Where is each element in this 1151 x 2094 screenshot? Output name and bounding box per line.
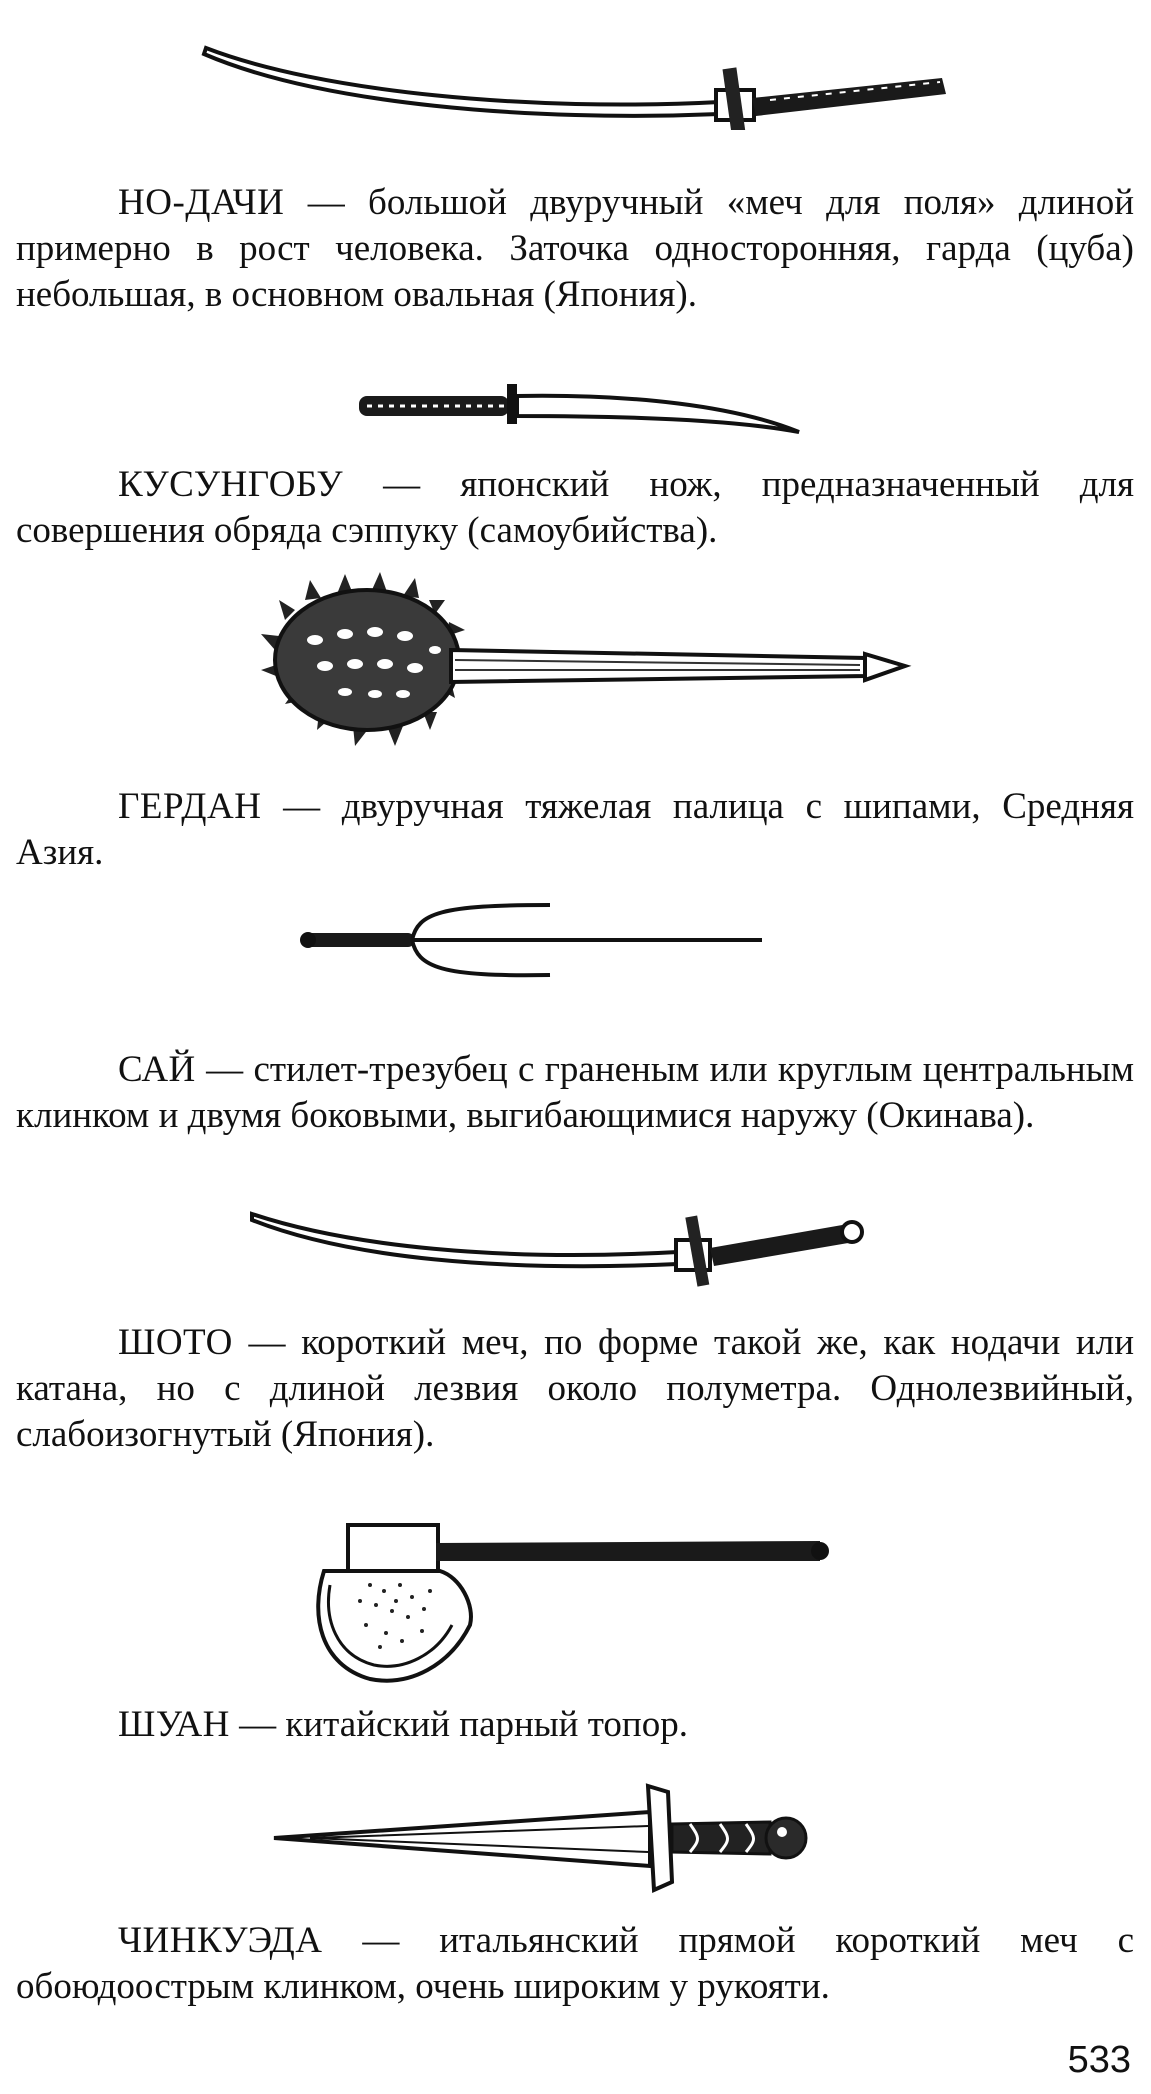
entry-gerdan: ГЕРДАН — двуручная тяжелая палица с шипами, Средняя Азия. bbox=[16, 786, 1134, 873]
entry-shoto: ШОТО — короткий меч, по форме такой же, как нодачи или катана, но с длиной лезвия около полуметра. Однолезвийный, слабоизогнутый (Япония). bbox=[16, 1322, 1134, 1455]
entry-cinquedea: ЧИНКУЭДА — итальянский прямой короткий меч с обоюдоострым клинком, очень широким у рукояти. bbox=[16, 1920, 1135, 2007]
page-number: 533 bbox=[1067, 2039, 1131, 2081]
shuan-axe-icon bbox=[300, 1515, 830, 1685]
sai-trident-icon bbox=[300, 895, 770, 985]
entry-definition: двуручная тяжелая палица с шипами, Средняя Азия. bbox=[16, 786, 1134, 873]
entry-nodachi: НО-ДАЧИ — большой двуручный «меч для поля» длиной примерно в рост человека. Заточка односторонняя, гарда (цуба) небольшая, в основном овальная (Япония). bbox=[16, 182, 1134, 315]
gerdan-mace-icon bbox=[255, 570, 915, 750]
entry-term: ШУАН bbox=[118, 1704, 230, 1745]
entry-sai: САЙ — стилет-трезубец с граненым или круглым центральным клинком и двумя боковыми, выгибающимися наружу (Окинава). bbox=[16, 1049, 1135, 1136]
entry-term: САЙ bbox=[118, 1049, 196, 1090]
entry-term: ГЕРДАН bbox=[118, 786, 262, 827]
entry-term: НО-ДАЧИ bbox=[118, 182, 285, 223]
entry-definition: итальянский прямой короткий меч с обоюдоострым клинком, очень широким у рукояти. bbox=[16, 1920, 1135, 2007]
shoto-sword-icon bbox=[248, 1200, 868, 1290]
entry-term: КУСУНГОБУ bbox=[118, 464, 344, 505]
kusungobu-knife-icon bbox=[355, 370, 805, 440]
entry-term: ШОТО bbox=[118, 1322, 233, 1363]
entry-shuan: ШУАН — китайский парный топор. bbox=[118, 1704, 688, 1745]
entry-definition: большой двуручный «меч для поля» длиной примерно в рост человека. Заточка односторонняя, гарда (цуба) небольшая, в основном овальная (Япония). bbox=[16, 182, 1134, 315]
entry-definition: китайский парный топор. bbox=[285, 1704, 688, 1745]
entry-definition: короткий меч, по форме такой же, как нодачи или катана, но с длиной лезвия около полуметра. Однолезвийный, слабоизогнутый (Япония). bbox=[16, 1322, 1134, 1455]
entry-kusungobu: КУСУНГОБУ — японский нож, предназначенный для совершения обряда сэппуку (самоубийства). bbox=[16, 464, 1135, 551]
cinquedea-sword-icon bbox=[270, 1778, 810, 1898]
nodachi-sword-icon bbox=[200, 30, 950, 130]
entry-definition: японский нож, предназначенный для совершения обряда сэппуку (самоубийства). bbox=[16, 464, 1135, 551]
entry-term: ЧИНКУЭДА bbox=[118, 1920, 323, 1961]
entry-definition: стилет-трезубец с граненым или круглым центральным клинком и двумя боковыми, выгибающимися наружу (Окинава). bbox=[16, 1049, 1135, 1136]
